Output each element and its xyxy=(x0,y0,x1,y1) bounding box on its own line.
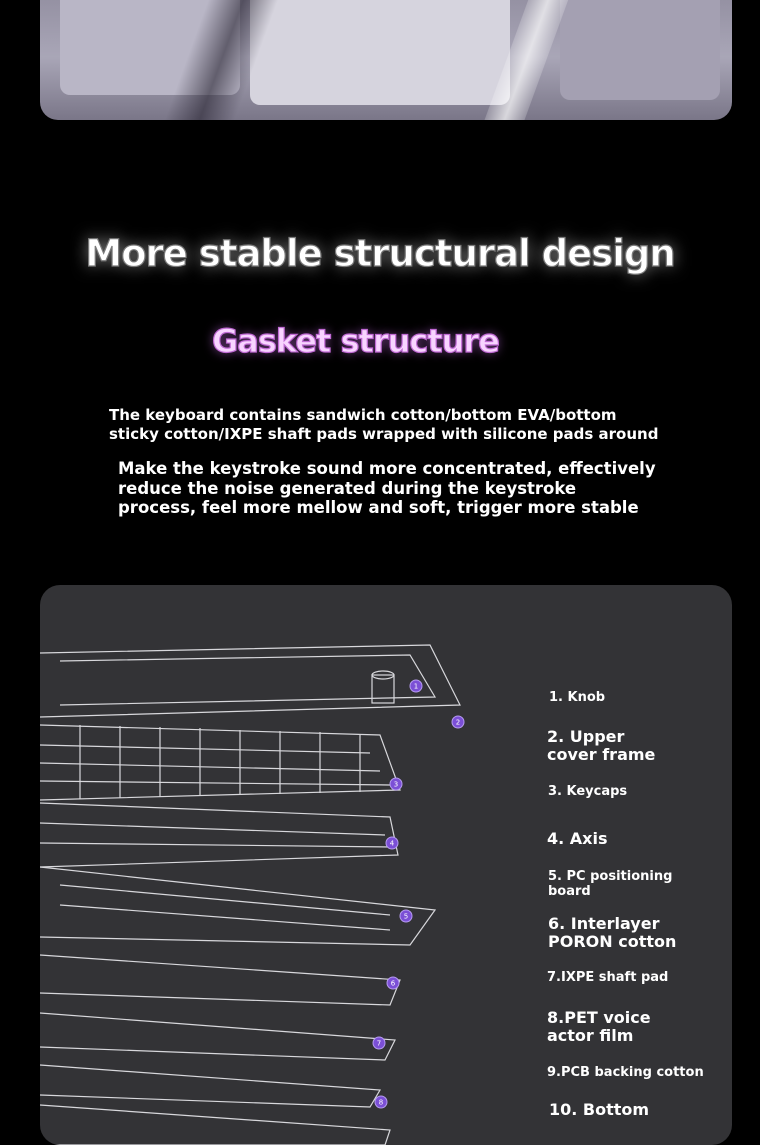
part-label-knob: 1. Knob xyxy=(549,690,606,705)
positioning-board-rows xyxy=(60,885,390,930)
part-label-pet-film: 8.PET voice actor film xyxy=(547,1008,651,1046)
exploded-view-panel xyxy=(40,585,732,1145)
part-label-ixpe-shaft-pad: 7.IXPE shaft pad xyxy=(547,970,669,985)
subtitle: Gasket structure xyxy=(212,322,499,360)
keycaps-rows xyxy=(40,745,390,785)
marker-7-label: 7 xyxy=(376,1039,382,1048)
keyboard-closeup-photo xyxy=(40,0,732,120)
marker-4-label: 4 xyxy=(389,839,395,848)
keycap-middle xyxy=(250,0,510,105)
upper-frame-inner xyxy=(60,655,435,705)
headline: More stable structural design xyxy=(85,232,675,275)
keycaps-outline xyxy=(40,725,400,800)
marker-3-label: 3 xyxy=(393,780,399,789)
part-label-poron-cotton: 6. Interlayer PORON cotton xyxy=(548,914,677,952)
part-label-pc-positioning-board: 5. PC positioning board xyxy=(548,869,673,899)
marker-8-label: 8 xyxy=(378,1098,384,1107)
axis-rows xyxy=(40,823,392,847)
part-label-bottom: 10. Bottom xyxy=(549,1100,650,1119)
positioning-board-outline xyxy=(40,867,435,945)
benefits-paragraph: Make the keystroke sound more concentrated, effectively reduce the noise generated during the keystroke process, feel more mellow and soft, trigger more stable xyxy=(118,459,656,517)
exploded-keyboard-diagram xyxy=(40,585,732,1145)
marker-2-label: 2 xyxy=(455,718,461,727)
axis-outline xyxy=(40,803,398,867)
pet-film-outline xyxy=(40,1065,380,1107)
part-label-upper-cover-frame: 2. Upper cover frame xyxy=(547,727,656,765)
keycaps-cols xyxy=(80,725,360,799)
marker-1-label: 1 xyxy=(413,682,419,691)
marker-6-label: 6 xyxy=(390,979,396,988)
marker-5-label: 5 xyxy=(403,912,409,921)
pcb-cotton-outline xyxy=(40,1105,390,1145)
description-paragraph: The keyboard contains sandwich cotton/bottom EVA/bottom sticky cotton/IXPE shaft pads wrapped with silicone pads around xyxy=(109,406,659,443)
part-label-pcb-backing-cotton: 9.PCB backing cotton xyxy=(547,1065,704,1080)
poron-outline xyxy=(40,955,400,1005)
keycap-right xyxy=(560,0,720,100)
part-label-keycaps: 3. Keycaps xyxy=(548,784,628,799)
ixpe-outline xyxy=(40,1013,395,1060)
part-label-axis: 4. Axis xyxy=(547,829,608,848)
